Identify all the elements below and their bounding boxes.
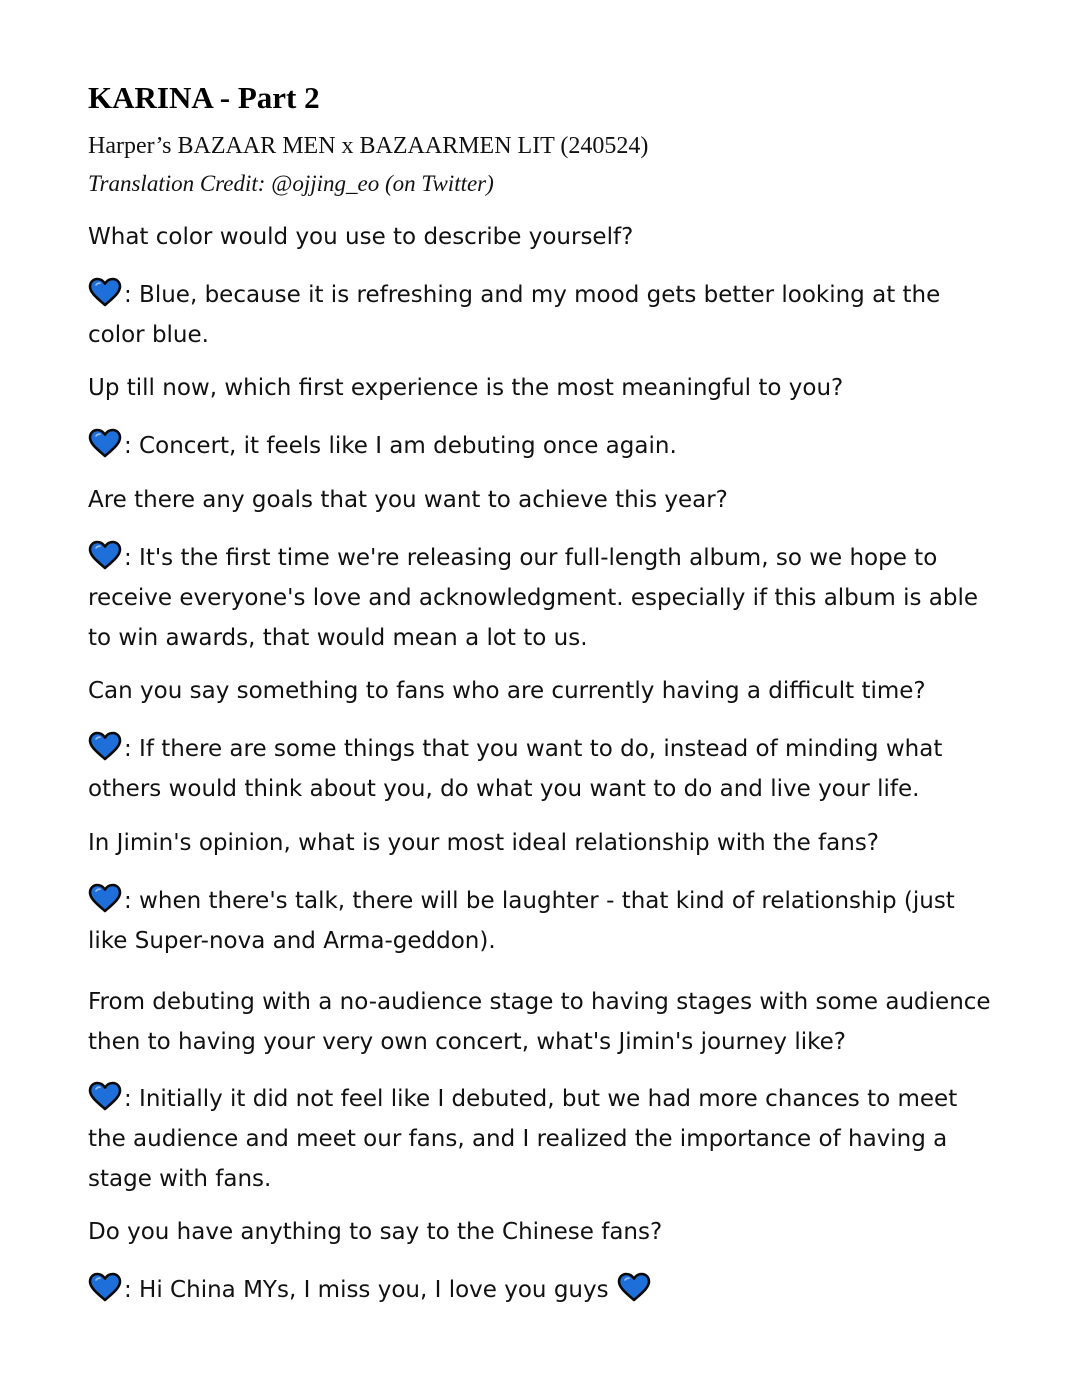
answer-text: : Initially it did not feel like I debuted, but we had more chances to meet the audience and meet our fans, and I realized the importance of having a stage with fans. (88, 1086, 958, 1192)
translation-credit: Translation Credit: @ojjing_eo (on Twitter) (88, 171, 494, 196)
question-4: Can you say something to fans who are currently having a difficult time? (88, 678, 926, 704)
blue-heart-icon (88, 1272, 122, 1303)
question-1: What color would you use to describe yourself? (88, 224, 634, 250)
answer-text: : Concert, it feels like I am debuting once again. (124, 433, 677, 459)
answer-2 (88, 426, 993, 466)
blue-heart-icon (88, 883, 122, 914)
blue-heart-icon (88, 428, 122, 459)
blue-heart-icon (88, 1081, 122, 1112)
answer-6 (88, 1079, 993, 1199)
question-7: Do you have anything to say to the Chinese fans? (88, 1219, 663, 1245)
blue-heart-icon (617, 1272, 651, 1303)
question-5: In Jimin's opinion, what is your most ideal relationship with the fans? (88, 830, 880, 856)
answer-text: : when there's talk, there will be laughter - that kind of relationship (just like Super-nova and Arma-geddon). (88, 888, 955, 954)
source-subtitle: Harper’s BAZAAR MEN x BAZAARMEN LIT (240524) (88, 133, 649, 159)
answer-5 (88, 881, 993, 961)
answer-text: : If there are some things that you want to do, instead of minding what others would think about you, do what you want to do and live your life. (88, 736, 943, 802)
blue-heart-icon (88, 540, 122, 571)
question-2: Up till now, which first experience is the most meaningful to you? (88, 375, 844, 401)
answer-1 (88, 275, 993, 355)
answer-4 (88, 729, 993, 809)
blue-heart-icon (88, 731, 122, 762)
page-title: KARINA - Part 2 (88, 80, 320, 115)
answer-text: : It's the first time we're releasing our full-length album, so we hope to receive everyone's love and acknowledgment. especially if this album is able to win awards, that would mean a lot to us. (88, 545, 978, 651)
answer-text: : Hi China MYs, I miss you, I love you guys (124, 1277, 609, 1303)
answer-7 (88, 1270, 993, 1310)
blue-heart-icon (88, 277, 122, 308)
question-3: Are there any goals that you want to achieve this year? (88, 487, 728, 513)
answer-text: : Blue, because it is refreshing and my mood gets better looking at the color blue. (88, 282, 941, 348)
question-6: From debuting with a no-audience stage to having stages with some audience then to having your very own concert, what's Jimin's journey like? (88, 989, 991, 1055)
answer-3 (88, 538, 993, 658)
